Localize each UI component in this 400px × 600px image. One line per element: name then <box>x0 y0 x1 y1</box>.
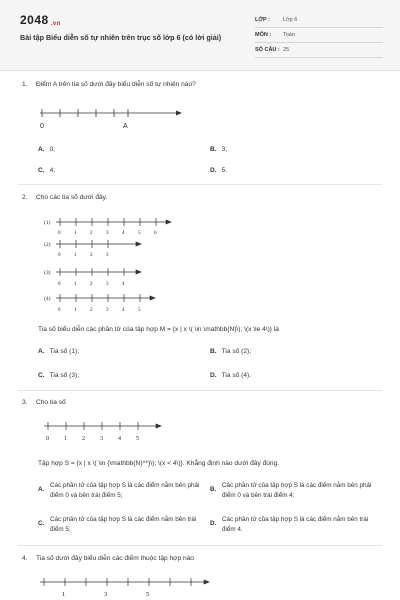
q2-followup-text: Tia số biểu diễn các phần tử của tập hợp M = {x | x \( \in \mathbb{N}\); \(x \le 4\)} là <box>38 326 279 333</box>
q1-option-a[interactable] <box>38 146 55 153</box>
option-text: Tia số (1); <box>49 348 80 355</box>
option-letter: B. <box>210 348 217 355</box>
q1-point-label: A <box>123 123 128 130</box>
q1-origin-label: 0 <box>40 123 44 130</box>
tick-label: 0 <box>58 282 61 287</box>
tick-label: 1 <box>74 253 77 258</box>
tick-label: 3 <box>106 253 109 258</box>
ray-label: (2) <box>44 242 51 248</box>
q1-option-c[interactable] <box>38 167 55 174</box>
tick-label: 2 <box>90 231 93 236</box>
q4-number-ray <box>36 572 216 600</box>
option-text: Các phần tử của tập hợp S là các điểm nằm bên phải điểm 0 và bên trái điểm 4; <box>222 482 372 499</box>
question-text: Cho các tia số dưới đây. <box>36 194 108 201</box>
option-letter: A. <box>38 486 45 493</box>
tick-label: 3 <box>100 436 103 442</box>
q3-number-ray <box>42 416 172 446</box>
tick-label: 0 <box>58 253 61 258</box>
divider <box>18 390 382 391</box>
option-letter: C. <box>38 520 45 527</box>
option-letter: B. <box>210 486 217 493</box>
question-number: 4. <box>22 555 28 562</box>
divider <box>18 545 382 546</box>
tick-label: 0 <box>58 231 61 236</box>
tick-label: 3 <box>104 591 108 598</box>
tick-label: 2 <box>90 308 93 313</box>
tick-label: 4 <box>122 231 125 236</box>
option-text: 0; <box>49 146 56 153</box>
option-text: Các phần tử của tập hợp S là các điểm nằm bên phải điểm 0 và bên trái điểm 5; <box>50 482 200 499</box>
divider <box>18 184 382 185</box>
option-letter: C. <box>38 167 45 174</box>
option-text: Các phần tử của tập hợp S là các điểm nằm bên trái điểm 5; <box>50 516 197 533</box>
q3-option-a[interactable] <box>38 481 208 503</box>
option-text: Tia số (2); <box>221 348 252 355</box>
option-letter: D. <box>210 520 217 527</box>
option-text: 5. <box>221 167 228 174</box>
logo-main: 2048 <box>20 13 49 27</box>
q2-option-a[interactable] <box>38 348 79 355</box>
page-header <box>0 0 400 71</box>
meta-count-value: 25 <box>283 47 290 53</box>
tick-label: 4 <box>118 436 121 442</box>
option-text: Các phần tử của tập hợp S là các điểm nằm bên trái điểm 4. <box>222 516 369 533</box>
option-letter: A. <box>38 146 45 153</box>
tick-label: 0 <box>46 436 49 442</box>
tick-label: 4 <box>122 308 125 313</box>
q1-option-b[interactable] <box>210 146 227 153</box>
q2-option-c[interactable] <box>38 372 79 379</box>
question-number: 3. <box>22 399 28 406</box>
tick-label: 1 <box>74 308 77 313</box>
q2-rays-figure <box>40 214 180 318</box>
q3-option-c[interactable] <box>38 515 208 537</box>
tick-label: 2 <box>90 282 93 287</box>
option-letter: D. <box>210 167 217 174</box>
question-text: Tia số dưới đây biểu diễn các điểm thuộc tập hợp nào <box>36 555 194 562</box>
tick-label: 3 <box>106 308 109 313</box>
tick-label: 5 <box>146 591 150 598</box>
meta-subject <box>255 29 383 43</box>
ray-label: (1) <box>44 220 51 226</box>
meta-subject-label: MÔN : <box>255 32 272 38</box>
tick-label: 1 <box>62 591 66 598</box>
meta-count <box>255 44 383 58</box>
tick-label: 2 <box>82 436 85 442</box>
logo-suffix: .vn <box>50 21 61 27</box>
q3-option-d[interactable] <box>210 515 385 537</box>
question-number: 2. <box>22 194 28 201</box>
option-text: 3; <box>221 146 228 153</box>
option-letter: C. <box>38 372 45 379</box>
ray-label: (4) <box>44 296 51 302</box>
tick-label: 6 <box>154 231 157 236</box>
page-title: Bài tập Biểu diễn số tự nhiên trên trục số lớp 6 (có lời giải) <box>20 33 222 42</box>
meta-grade-label: LỚP : <box>255 17 270 23</box>
option-letter: A. <box>38 348 45 355</box>
tick-label: 3 <box>106 231 109 236</box>
question-text: Điểm A trên tia số dưới đây biểu diễn số tự nhiên nào? <box>36 81 196 88</box>
tick-label: 5 <box>138 308 141 313</box>
q1-number-ray <box>36 103 186 133</box>
q2-option-b[interactable] <box>210 348 251 355</box>
tick-label: 5 <box>136 436 139 442</box>
q2-option-d[interactable] <box>210 372 251 379</box>
option-text: Tia số (3); <box>49 372 80 379</box>
tick-label: 4 <box>122 282 125 287</box>
option-letter: B. <box>210 146 217 153</box>
q3-followup-text: Tập hợp S = {x | x \( \in {\mathbb{N}^*}\); \(x < 4\)}. Khẳng định nào dưới đây đúng. <box>38 460 280 467</box>
tick-label: 1 <box>64 436 67 442</box>
ray-label: (3) <box>44 270 51 276</box>
q1-option-d[interactable] <box>210 167 227 174</box>
meta-grade-value: Lớp 6 <box>283 17 298 23</box>
option-text: Tia số (4). <box>221 372 252 379</box>
tick-label: 1 <box>74 282 77 287</box>
tick-label: 2 <box>90 253 93 258</box>
option-letter: D. <box>210 372 217 379</box>
meta-count-label: SỐ CÂU : <box>255 47 280 53</box>
tick-label: 3 <box>106 282 109 287</box>
option-text: 4; <box>49 167 56 174</box>
meta-subject-value: Toán <box>283 32 295 38</box>
question-number: 1. <box>22 81 28 88</box>
q3-option-b[interactable] <box>210 481 385 503</box>
question-text: Cho tia số <box>36 399 66 406</box>
meta-grade <box>255 14 383 28</box>
tick-label: 1 <box>74 231 77 236</box>
site-logo[interactable] <box>20 13 61 27</box>
tick-label: 5 <box>138 231 141 236</box>
tick-label: 0 <box>58 308 61 313</box>
